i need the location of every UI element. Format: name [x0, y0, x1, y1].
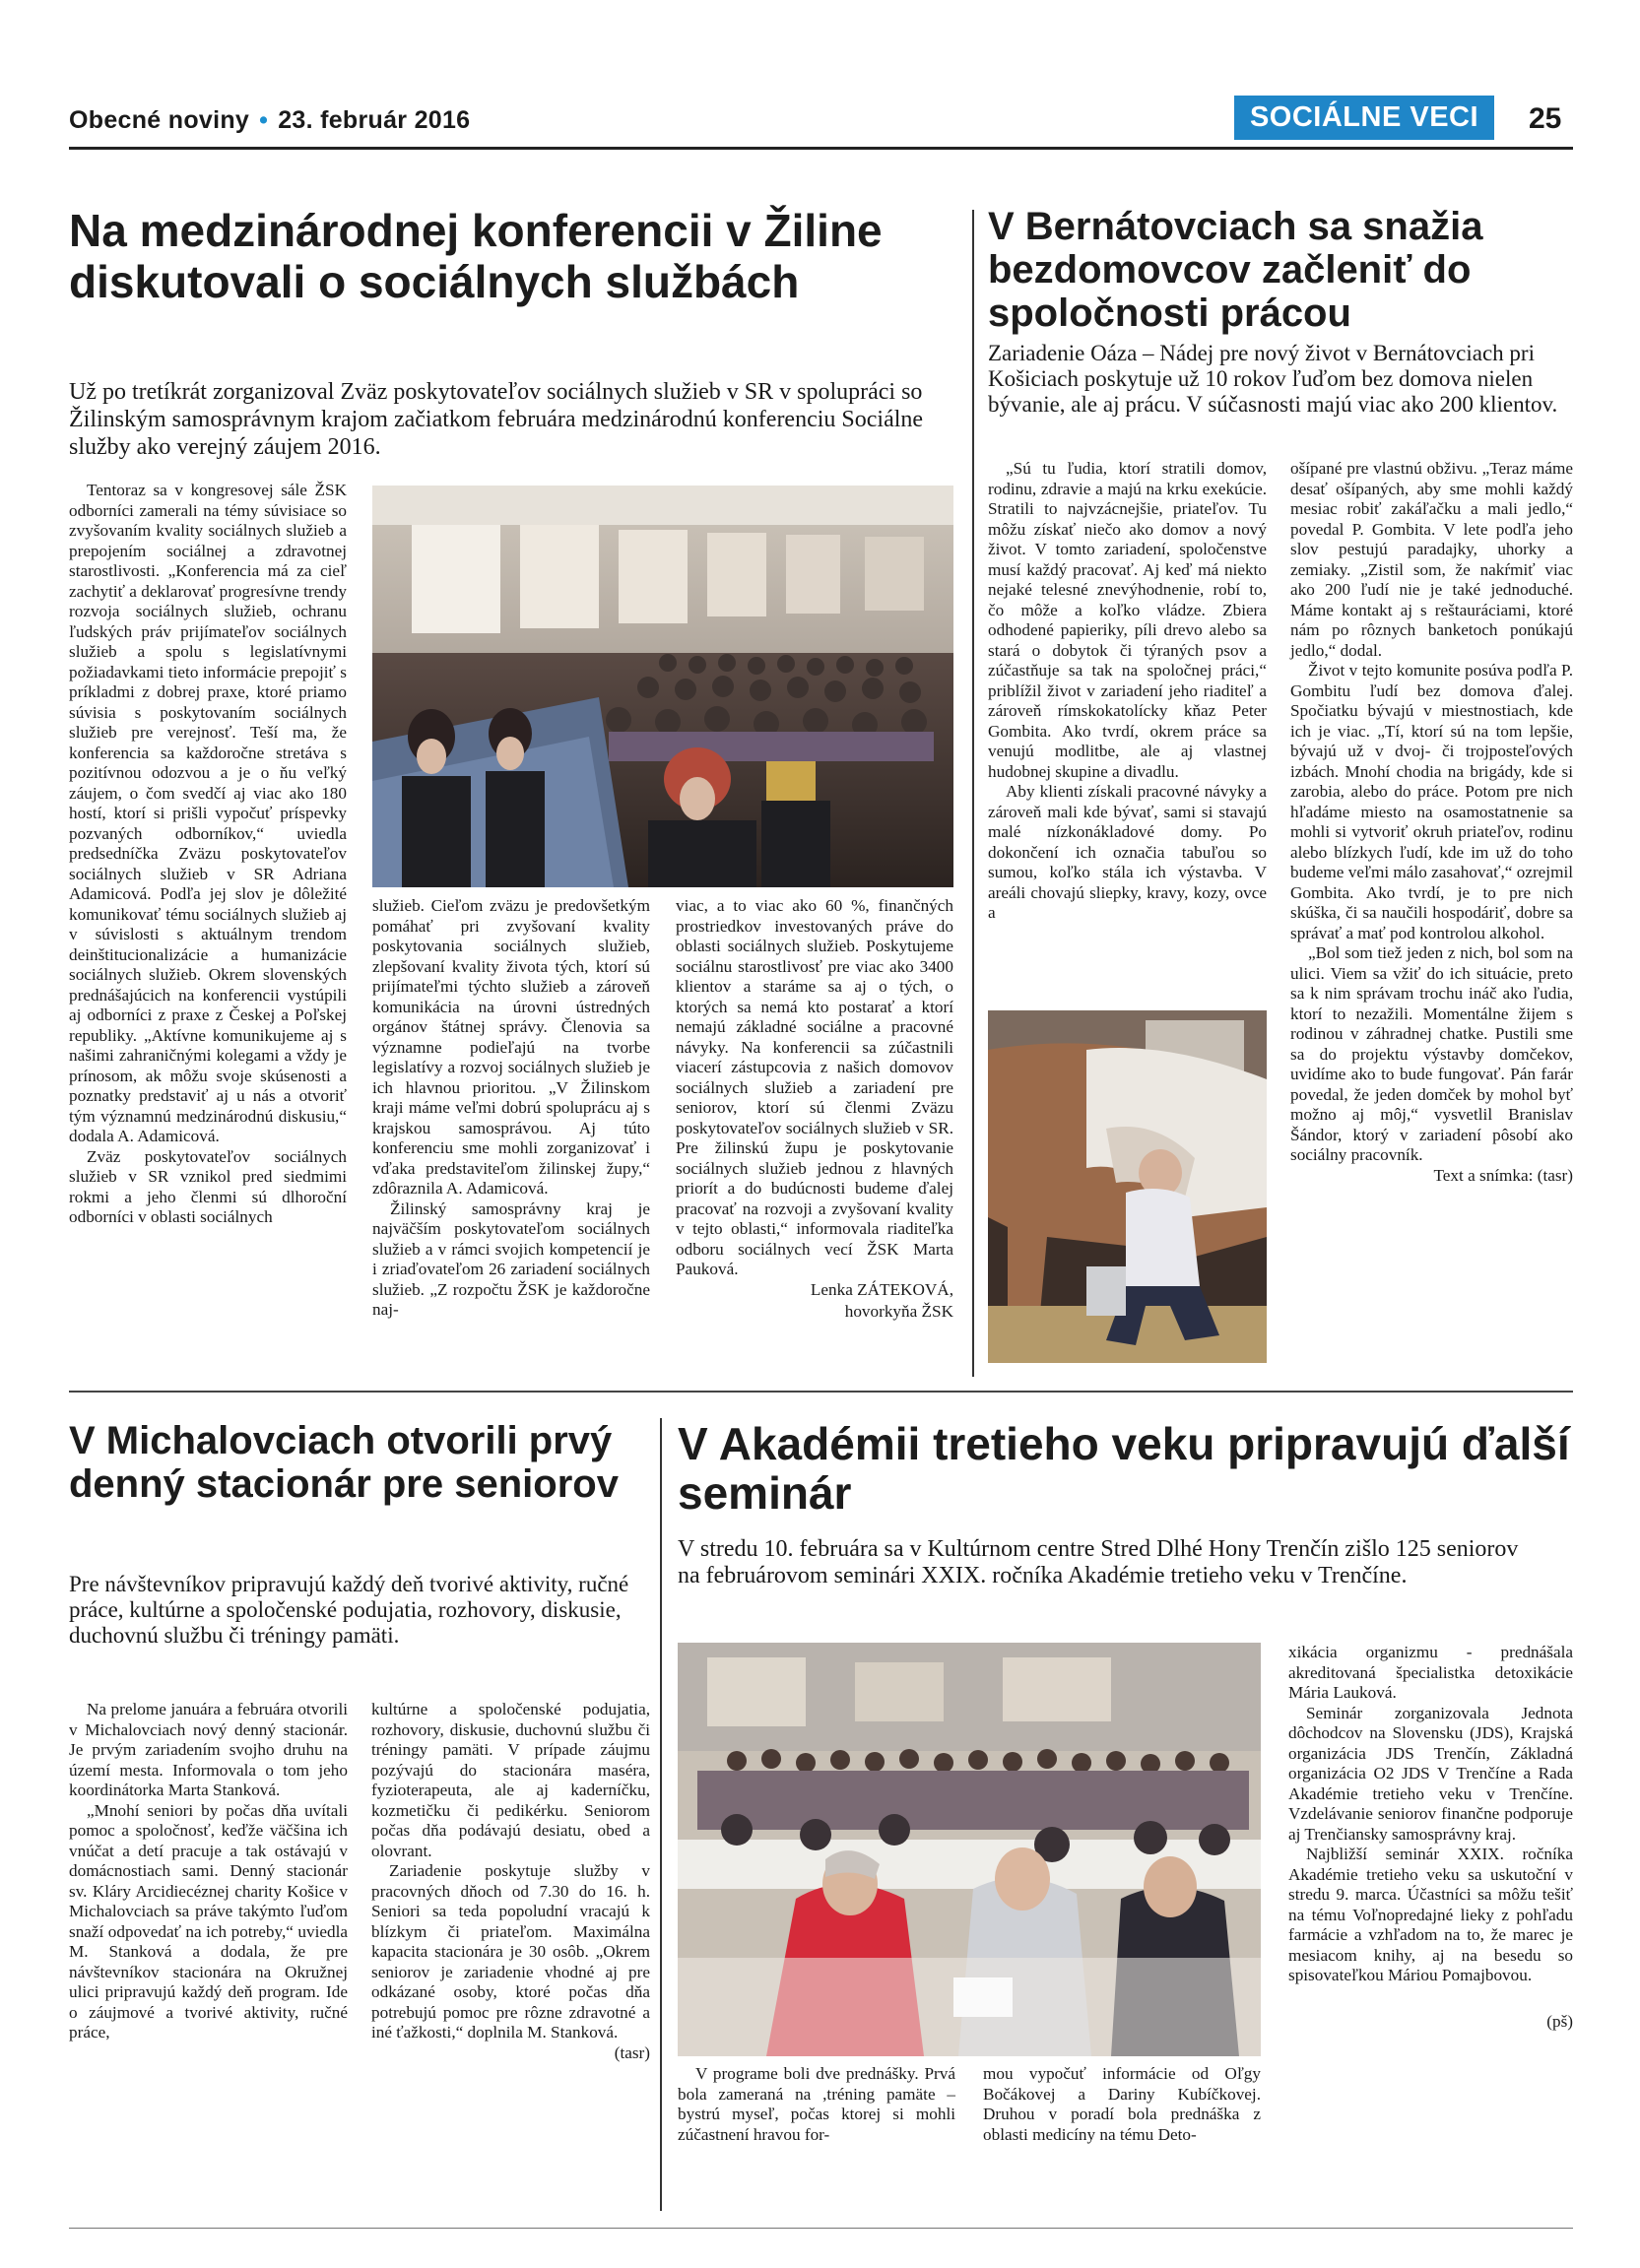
article3-column-1 — [69, 1700, 348, 2043]
article2-column-2 — [1290, 459, 1573, 1186]
article2-col2-paragraph-3: „Bol som tiež jeden z nich, bol som na ulici. Viem sa vžiť do ich situácie, preto sa k nim správam trochu ináč ako ľudia, ktorí to nezažili. Momentálne žijem s rodinou v záhradnej chatke. Pustili sme sa do projektu výstavby domčekov, uvidíme ako to bude fungovať. Pán farár povedal, že jeden domček by mohol byť možno aj môj,“ vysvetlil Branislav Šándor, ktorý v zariadení pôsobí ako sociálny pracovník. — [1290, 943, 1573, 1164]
article2-col2-paragraph-2: Život v tejto komunite posúva podľa P. Gombitu ľudí bez domova ďalej. Spočiatku bývajú v miestnostiach, kde ich je viac. „Tí, ktorí sú na tom lepšie, bývajú už v dvoj- či trojposteľových izbách. Mnohí chodia na brigády, kde si zarobia, alebo do práce. Potom pre nich hľadáme miesto na osamostatnenie sa mohli si vytvoriť okruh priateľov, rodinu alebo blízkych ľudí, kde im už do toho budeme veľmi málo zasahovať,“ ozrejmil Gombita. Ako tvrdí, je to pre nich skúška, či sa naučili hospodáriť, dobre sa správať a mať pod kontrolou alkohol. — [1290, 661, 1573, 942]
article2-signature: Text a snímka: (tasr) — [1433, 1165, 1573, 1185]
article1-signature: Lenka ZÁTEKOVÁ, — [810, 1279, 953, 1299]
article4-column-3 — [1288, 1643, 1573, 2032]
conference-hall-photo — [372, 486, 953, 887]
article1-column-3 — [676, 896, 953, 1323]
article2-headline: V Bernátovciach sa snažia bezdomovcov začleniť do spoločnosti prácou — [988, 205, 1483, 335]
article4-col3-paragraph: xikácia organizmu - prednášala akreditovaná špecialistka detoxikácie Mária Lauková. — [1288, 1643, 1573, 1702]
article1-lead: Už po tretíkrát zorganizoval Zväz poskytovateľov sociálnych služieb v SR v spolupráci so Žilinským samosprávnym krajom začiatkom februára medzinárodnú konferenciu Sociálne služby ako verejný záujem 2016. — [69, 379, 924, 460]
article3-col2-paragraph-2: Zariadenie poskytuje služby v pracovných dňoch od 7.30 do 16. h. Seniori sa teda popoludní vracajú k blízkym či priateľom. Maximálna kapacita stacionára je 30 osôb. „Okrem seniorov je zariadenie vhodné aj pre odkázané osoby, ktoré počas dňa potrebujú pomoc pre rôzne zdravotné a iné ťažkosti,“ doplnila M. Stanková. — [371, 1861, 650, 2041]
article2-col1-paragraph-2: Aby klienti získali pracovné návyky a zároveň mali kde bývať, sami si stavajú malé nízkonákladové domy. Po dokončení ich označia tabuľou so sumou, koľko stála ich výstavba. V areáli chovajú sliepky, kravy, kozy, ovce a — [988, 782, 1267, 922]
article2-col2-paragraph: ošípané pre vlastnú obživu. „Teraz máme desať ošípaných, aby sme mohli každý mesiac robiť zakáľačku a mali jedlo,“ povedal P. Gombita. V lete podľa jeho slov pestujú paradajky, uhorky a zemiaky. „Zistil som, že nakŕmiť viac ako 200 ľudí nie je také jednoduché. Máme kontakt aj s reštauráciami, ktoré nám po rôznych banketoch ponúkajú jedlo,“ dodal. — [1290, 459, 1573, 660]
publication-date: 23. február 2016 — [278, 106, 471, 134]
article3-col1-paragraph-2: „Mnohí seniori by počas dňa uvítali pomoc a spoločnosť, keďže väčšina ich vnúčat a detí pracuje a tak ostávajú v domácnostiach sami. Denný stacionár sv. Kláry Arcidiecéznej charity Košice v Michalovciach sa práve takýmto ľuďom snaží odpovedať na ich potreby,“ uviedla M. Stanková a dodala, že pre návštevníkov stacionára na Okružnej ulici pripravujú každý deň program. Ide o záujmové a tvorivé aktivity, ručné práce, — [69, 1800, 348, 2041]
article4-headline: V Akadémii tretieho veku pripravujú ďalší seminár — [678, 1418, 1570, 1519]
page-number: 25 — [1529, 102, 1562, 135]
article2-lead: Zariadenie Oáza – Nádej pre nový život v Bernátovciach pri Košiciach poskytuje už 10 rokov ľuďom bez domova nielen bývanie, ale aj prácu. V súčasnosti majú viac ako 200 klientov. — [988, 341, 1558, 417]
article4-col3-paragraph-3: Najbližší seminár XXIX. ročníka Akadémie tretieho veku sa uskutoční v stredu 9. marca. Účastníci sa môžu tešiť na tému Voľnopredajné lieky z pohľadu farmácie a vzhľadom na to, že marec je mesiacom knihy, aj na besedu so spisovateľkou Máriou Pomajbovou. — [1288, 1845, 1573, 1984]
article3-headline: V Michalovciach otvorili prvý denný stacionár pre seniorov — [69, 1419, 619, 1506]
article1-headline: Na medzinárodnej konferencii v Žiline diskutovali o sociálnych službách — [69, 205, 883, 307]
seminar-photo — [678, 1643, 1261, 2056]
article3-signature: (tasr) — [614, 2042, 650, 2062]
header-rule — [69, 147, 1573, 150]
article1-col1-paragraph: Tentoraz sa v kongresovej sále ŽSK odborníci zamerali na témy súvisiace so zvyšovaním kvality sociálnych služieb a prepojením sociálnej a zdravotnej starostlivosti. „Konferencia má za cieľ zachytiť a deklarovať progresívne trendy rozvoja sociálnych služieb, ochranu ľudských práv prijímateľov sociálnych služieb a spolu s legislatívnymi požiadavkami tieto informácie prepojiť s príkladmi z dobrej praxe, ktoré priamo súvisia s poskytovaním sociálnych služieb pre verejnosť. Teší ma, že konferencia sa každoročne stretáva s pozitívnou odozvou a je o ňu veľký záujem, o čom svedčí aj viac ako 180 hostí, ktorí si prišli vypočuť príspevky pozvaných odborníkov,“ uviedla predsedníčka Zväzu poskytovateľov sociálnych služieb v SR Adriana Adamicová. Podľa jej slov je dôležité komunikovať tému sociálnych služieb aj v súvislosti s aktuálnym trendom deinštitucionalizácie a humanizácie sociálnych služieb. Okrem slovenských prednášajúcich na konferencii vystúpili aj odborníci z praxe z Českej a Poľskej republiky. „Aktívne komunikujeme aj s našimi zahraničnými kolegami a vždy je prínosom, ak môžu svoje skúsenosti a poznatky predstaviť aj u nás a otvoriť tým významnú medzinárodnú diskusiu,“ dodala A. Adamicová. — [69, 481, 347, 1145]
column-divider — [972, 210, 974, 1377]
article4-column-2 — [983, 2064, 1261, 2145]
section-divider — [69, 1391, 1573, 1393]
article4-col3-paragraph-2: Seminár zorganizovala Jednota dôchodcov na Slovensku (JDS), Krajská organizácia JDS Trenčín, Základná organizácia O2 JDS V Trenčíne a Rada Akadémie tretieho veku v Trenčíne. Vzdelávanie seniorov finančne podporuje aj Trenčiansky samosprávny kraj. — [1288, 1703, 1573, 1844]
article1-column-1 — [69, 481, 347, 1228]
article2-column-1 — [988, 459, 1267, 924]
article4-signature: (pš) — [1546, 2011, 1573, 2031]
article2-col1-paragraph: „Sú tu ľudia, ktorí stratili domov, rodinu, zdravie a majú na krku exekúcie. Stratili to najvzácnejšie, priateľov. Tu môžu získať niečo ako domov a nový život. V tomto zariadení, spoločenstve musí každý pracovať. Aj keď má niekto nejaké telesné znevýhodnenie, robí to, čo môže a koľko vládze. Zbiera odhodené papieriky, píli drevo alebo sa stará o dobytok či týraných psov a zúčastňuje sa tak na spoločnej práci,“ priblížil život v zariadení jeho riaditeľ a zároveň rímskokatolícky kňaz Peter Gombita. Ako tvrdí, okrem práce sa venujú modlitbe, ale aj vlastnej hudobnej skupine a divadlu. — [988, 459, 1267, 781]
article1-signature-role: hovorkyňa ŽSK — [844, 1302, 953, 1321]
article3-col2-paragraph: kultúrne a spoločenské podujatia, rozhovory, diskusie, duchovnú službu či tréningy pamäti. V prípade záujmu pozývajú do stacionára maséra, fyzioterapeuta, ale aj kaderníčku, kozmetičku či pedikérku. Seniorom počas dňa podávajú desiatu, obed a olovrant. — [371, 1700, 650, 1860]
column-divider-2 — [660, 1418, 662, 2211]
footer-rule — [69, 2228, 1573, 2229]
separator-dot: • — [259, 106, 269, 134]
article1-col1-paragraph-2: Zväz poskytovateľov sociálnych služieb v SR vznikol pred siedmimi rokmi a jeho členmi sú dlhoroční odborníci v oblasti sociálnych — [69, 1146, 347, 1226]
article3-col1-paragraph: Na prelome januára a februára otvorili v Michalovciach nový denný stacionár. Je prvým zariadením svojho druhu na území mesta. Informovala o tom jeho koordinátorka Marta Stanková. — [69, 1700, 348, 1799]
article4-col2-paragraph: mou vypočuť informácie od Oľgy Bočákovej a Dariny Kubíčkovej. Druhou v poradí bola prednáška z oblasti medicíny na tému Deto- — [983, 2064, 1261, 2144]
section-label: SOCIÁLNE VECI — [1234, 96, 1494, 140]
article4-col1-paragraph: V programe boli dve prednášky. Prvá bola zameraná na ,tréning pamäte – bystrú myseľ, počas ktorej si mohli zúčastnení hravou for- — [678, 2064, 955, 2144]
article3-lead: Pre návštevníkov pripravujú každý deň tvorivé aktivity, ručné práce, kultúrne a spoločenské podujatia, rozhovory, diskusie, duchovnú službu či tréningy pamäti. — [69, 1572, 629, 1648]
article3-column-2 — [371, 1700, 650, 2063]
publication-name: Obecné noviny — [69, 106, 250, 134]
article4-lead: V stredu 10. februára sa v Kultúrnom centre Stred Dlhé Hony Trenčín zišlo 125 seniorov na februárovom seminári XXIX. ročníka Akadémie tretieho veku v Trenčíne. — [678, 1536, 1519, 1588]
article1-col2-paragraph-2: Žilinský samosprávny kraj je najväčším poskytovateľom sociálnych služieb a v rámci svojich kompetencií je i zriaďovateľom 26 zariadení sociálnych služieb. „Z rozpočtu ŽSK je každoročne naj- — [372, 1199, 650, 1319]
article1-col2-paragraph: služieb. Cieľom zväzu je predovšetkým pomáhať pri zvyšovaní kvality poskytovania sociálnych služieb, zlepšovaní kvality života tých, ktorí sú prijímateľmi týchto služieb a zároveň komunikácia na úrovni ústredných orgánov štátnej správy. Členovia sa významne podieľajú na tvorbe legislatívy a rozvoj sociálnych služieb je ich hlavnou prioritou. „V Žilinskom kraji máme veľmi dobrú spoluprácu aj s krajskou samosprávou. Aj túto konferenciu sme mohli zorganizovať i vďaka predstaviteľom žilinskej župy,“ zdôraznila A. Adamicová. — [372, 896, 650, 1198]
article1-column-2 — [372, 896, 650, 1321]
article4-column-1 — [678, 2064, 955, 2145]
publication-header — [69, 106, 470, 135]
article1-col3-paragraph: viac, a to viac ako 60 %, finančných prostriedkov investovaných práve do oblasti sociálnych služieb. Poskytujeme sociálnu starostlivosť pre viac ako 3400 klientov a staráme sa aj o tých, o ktorých sa nemá kto postarať a ktorí nemajú základné sociálne a pracovné návyky. Na konferencii sa zúčastnili viacerí zástupcovia z našich domovov sociálnych služieb a zariadení pre seniorov, ktorí sú členmi Zväzu poskytovateľov sociálnych služieb v SR. Pre žilinskú župu je poskytovanie sociálnych služieb jednou z hlavných priorít a do budúcnosti budeme ďalej pracovať na rozvoji a zvyšovaní kvality v tejto oblasti,“ informovala riaditeľka odboru sociálnych vecí ŽSK Marta Pauková. — [676, 896, 953, 1278]
farm-milking-photo — [988, 1010, 1267, 1363]
